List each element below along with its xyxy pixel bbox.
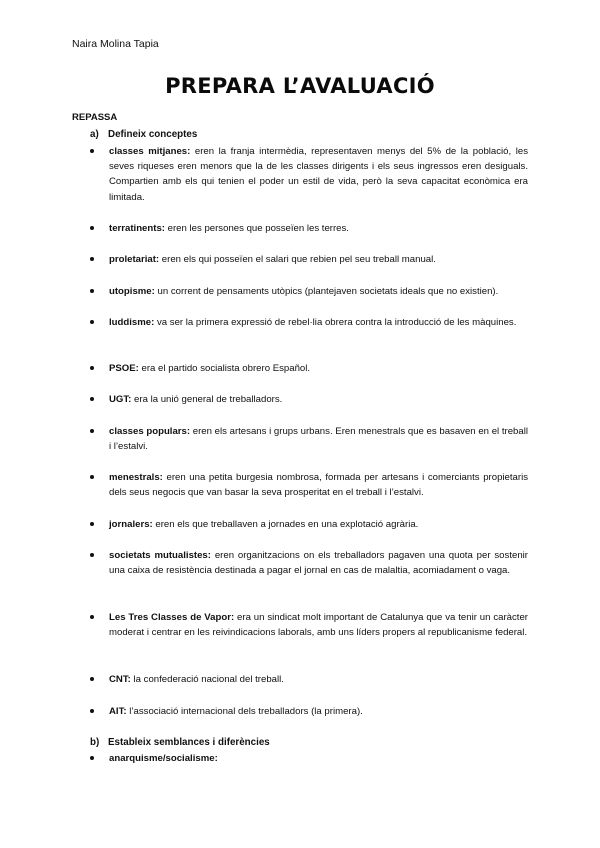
bullet-icon <box>90 429 94 433</box>
definition-term: terratinents: <box>109 223 165 234</box>
comparison-item <box>90 751 528 766</box>
bullet-icon <box>90 615 94 619</box>
definition-text: l’associació internacional dels treballadors (la primera). <box>126 706 363 717</box>
subheading-a-letter: a) <box>90 129 99 140</box>
definition-term: proletariat: <box>109 254 160 265</box>
bullet-icon <box>90 366 94 370</box>
definition-term: Les Tres Classes de Vapor: <box>109 612 235 623</box>
section-heading: REPASSA <box>72 112 118 123</box>
subheading-b-letter: b) <box>90 737 100 748</box>
definition-text: era un sindicat molt important de Catalunya que va tenir un caràcter moderat i centrar en les reivindicacions laborals, amb uns líders propers al republicanisme federal. <box>109 612 529 639</box>
definition-term: CNT: <box>109 674 131 685</box>
definition-item <box>90 517 528 532</box>
bullet-icon <box>90 756 94 760</box>
definition-text: eren una petita burgesia nombrosa, formada per artesans i comerciants propietaris dels seus negocis que van basar la seva prosperitat en el treball i l’estalvi. <box>109 472 528 499</box>
bullet-icon <box>90 257 94 261</box>
definition-item <box>90 424 528 454</box>
bullet-icon <box>90 226 94 230</box>
definition-term: PSOE: <box>109 363 139 374</box>
bullet-icon <box>90 709 94 713</box>
definition-text: un corrent de pensaments utòpics (plantejaven societats ideals que no existien). <box>154 286 499 297</box>
definition-item <box>90 315 528 330</box>
bullet-icon <box>90 149 94 153</box>
definition-item <box>90 284 528 299</box>
definition-text: la confederació nacional del treball. <box>130 674 284 685</box>
definition-text: era el partido socialista obrero Español. <box>138 363 311 374</box>
subheading-b <box>90 737 270 748</box>
definition-item <box>90 704 528 719</box>
definition-item <box>90 470 528 500</box>
definition-item <box>90 548 528 578</box>
definition-text: eren els qui posseïen el salari que rebien pel seu treball manual. <box>159 254 436 265</box>
definition-term: menestrals: <box>109 472 163 483</box>
bullet-icon <box>90 522 94 526</box>
definition-item <box>90 610 528 640</box>
bullet-icon <box>90 397 94 401</box>
definition-term: jornalers: <box>109 519 153 530</box>
bullet-icon <box>90 553 94 557</box>
subheading-a-label: Defineix conceptes <box>108 129 198 140</box>
definition-term: classes populars: <box>109 426 191 437</box>
definition-text: eren els artesans i grups urbans. Eren menestrals que es basaven en el treball i l’estalvi. <box>109 426 528 453</box>
definition-term: societats mutualistes: <box>109 550 211 561</box>
definition-item <box>90 221 528 236</box>
definition-term: UGT: <box>109 394 132 405</box>
definition-item <box>90 672 528 687</box>
definition-text: eren els que treballaven a jornades en una explotació agrària. <box>152 519 419 530</box>
bullet-icon <box>90 475 94 479</box>
comparison-term: anarquisme/socialisme: <box>109 753 218 764</box>
definition-text: eren les persones que posseïen les terres. <box>164 223 349 234</box>
definition-term: AIT: <box>109 706 127 717</box>
definition-text: eren la franja intermèdia, representaven menys del 5% de la població, les seves riqueses eren menors que la de les classes dirigents i els seus ingressos eren desiguals. Compartien amb els qui tenien el poder un estil de vida, però la seva capacitat econòmica era limitada. <box>109 146 528 203</box>
definition-item <box>90 144 528 205</box>
bullet-icon <box>90 677 94 681</box>
subheading-a <box>90 129 197 140</box>
definition-term: classes mitjanes: <box>109 146 191 157</box>
page-title: PREPARA L’AVALUACIÓ <box>165 74 435 98</box>
definition-term: utopisme: <box>109 286 155 297</box>
definition-item <box>90 361 528 376</box>
definition-item <box>90 252 528 267</box>
bullet-icon <box>90 289 94 293</box>
subheading-b-label: Estableix semblances i diferències <box>108 737 270 748</box>
definition-text: eren organitzacions on els treballadors pagaven una quota per sostenir una caixa de resistència destinada a pagar el jornal en cas de malaltia, acomiadament o vaga. <box>109 550 528 577</box>
definition-text: va ser la primera expressió de rebel·lia obrera contra la introducció de les màquines. <box>154 317 517 328</box>
definition-term: luddisme: <box>109 317 155 328</box>
definition-item <box>90 392 528 407</box>
definition-text: era la unió general de treballadors. <box>131 394 283 405</box>
bullet-icon <box>90 320 94 324</box>
author-name: Naira Molina Tapia <box>72 38 159 50</box>
